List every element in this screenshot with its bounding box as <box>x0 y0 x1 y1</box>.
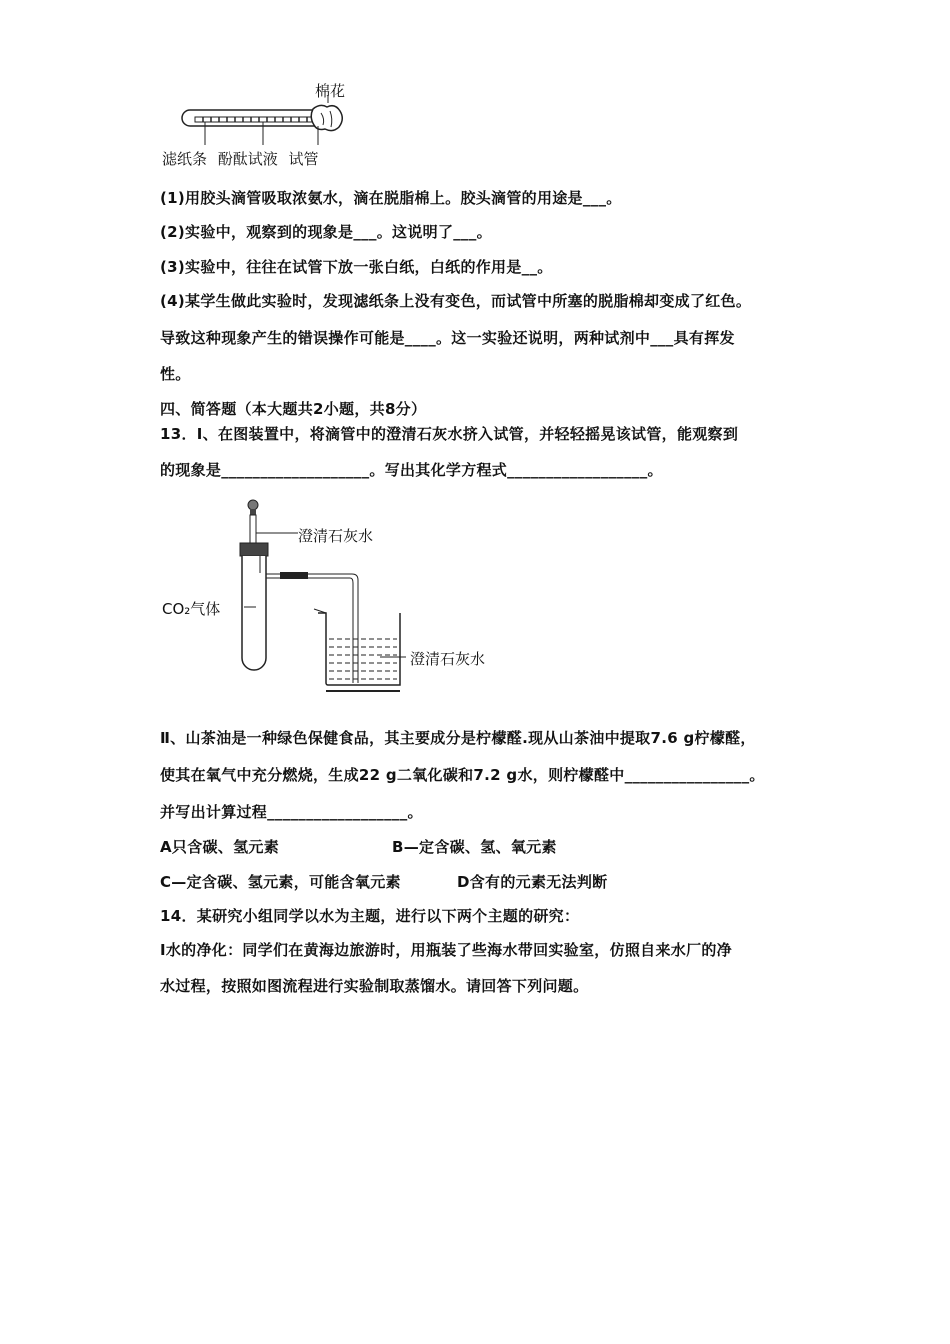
co2-gas-label: CO₂气体 <box>162 600 221 618</box>
q14-line-2: I水的净化：同学们在黄海边旅游时，用瓶装了些海水带回实验室，仿照自来水厂的净 <box>160 941 732 959</box>
q12-part-4: (4)某学生做此实验时，发现滤纸条上没有变色，而试管中所塞的脱脂棉却变成了红色。 <box>160 292 752 310</box>
q13-line-1: 13．Ⅰ、在图装置中，将滴管中的澄清石灰水挤入试管，并轻轻摇晃该试管，能观察到 <box>160 425 739 443</box>
q14-line-1: 14．某研究小组同学以水为主题，进行以下两个主题的研究： <box>160 907 580 925</box>
test-tube-figure <box>175 95 365 145</box>
option-d: D含有的元素无法判断 <box>457 873 608 891</box>
q12-part-4-end: 性。 <box>160 365 191 383</box>
q12-part-1: (1)用胶头滴管吸取浓氨水，滴在脱脂棉上。胶头滴管的用途是___。 <box>160 189 622 207</box>
q13-part2-line-2: 使其在氧气中充分燃烧，生成22 g二氧化碳和7.2 g水，则柠檬醛中________________。 <box>160 766 765 784</box>
option-c: C—定含碳、氢元素，可能含氧元素 <box>160 873 401 891</box>
option-b: B—定含碳、氢、氧元素 <box>392 838 557 856</box>
q12-part-3: (3)实验中，往往在试管下放一张白纸，白纸的作用是__。 <box>160 258 553 276</box>
dropper-label: 澄清石灰水 <box>298 527 374 545</box>
q13-part2-line-1: Ⅱ、山茶油是一种绿色保健食品，其主要成分是柠檬醛.现从山茶油中提取7.6 g柠檬醛， <box>160 729 756 747</box>
q12-part-4-cont: 导致这种现象产生的错误操作可能是____。这一实验还说明，两种试剂中___具有挥发 <box>160 329 735 347</box>
option-a: A只含碳、氢元素 <box>160 838 280 856</box>
q14-line-3: 水过程，按照如图流程进行实验制取蒸馏水。请回答下列问题。 <box>160 977 589 995</box>
section-heading: 四、简答题（本大题共2小题，共8分） <box>160 400 427 418</box>
beaker-label: 澄清石灰水 <box>410 650 486 668</box>
q13-line-2: 的现象是___________________。写出其化学方程式__________________。 <box>160 461 663 479</box>
q13-part2-line-3: 并写出计算过程__________________。 <box>160 803 423 821</box>
figure1-labels: 滤纸条 酚酞试液 试管 <box>162 150 319 168</box>
cotton-label: 棉花 <box>315 82 346 100</box>
q12-part-2: (2)实验中，观察到的现象是___。这说明了___。 <box>160 223 492 241</box>
